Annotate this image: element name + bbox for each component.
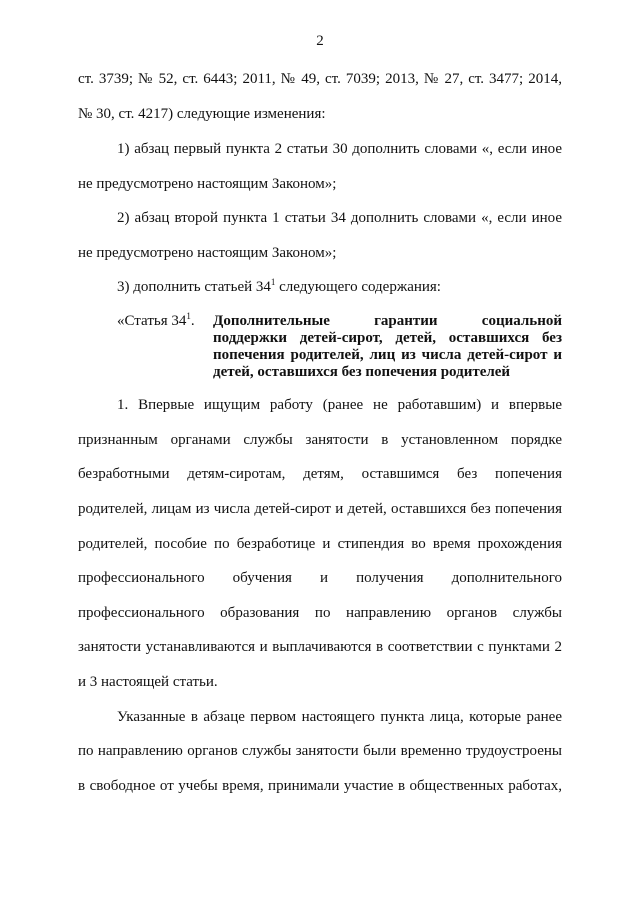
change-item-3-superscript: 1: [270, 277, 276, 287]
paragraph-1-line: 1. Впервые ищущим работу (ранее не работавшим) и впервые: [117, 397, 562, 413]
paragraph-1-line: профессионального образования по направлению органов службы: [78, 605, 562, 621]
intro-line-2: № 30, ст. 4217) следующие изменения:: [78, 106, 326, 122]
article-title-line: поддержки детей-сирот, детей, оставшихся без: [213, 330, 562, 346]
paragraph-1-line: родителей, лицам из числа детей-сирот и детей, оставшихся без попечения: [78, 501, 562, 517]
page-number: 2: [316, 33, 324, 49]
change-item-3-text: 3) дополнить статьей 34: [117, 279, 271, 295]
article-label-superscript: 1: [186, 311, 191, 321]
article-label-tail: .: [190, 313, 195, 329]
paragraph-2-line: в свободное от учебы время, принимали участие в общественных работах,: [78, 778, 562, 794]
paragraph-1-line: безработными детям-сиротам, детям, оставшимся без попечения: [78, 466, 562, 482]
paragraph-2-line: Указанные в абзаце первом настоящего пункта лица, которые ранее: [117, 709, 562, 725]
article-title-line: детей, оставшихся без попечения родителей: [213, 364, 511, 380]
change-item-3-tail: следующего содержания:: [275, 279, 441, 295]
change-item-3: [117, 278, 441, 296]
paragraph-1-line: признанным органами службы занятости в установленном порядке: [78, 432, 562, 448]
article-title: [213, 313, 562, 381]
paragraph-1-line: профессионального обучения и получения дополнительного: [78, 570, 562, 586]
article-title-line: Дополнительные гарантии социальной: [213, 313, 562, 329]
paragraph-1-line: родителей, пособие по безработице и стипендия во время прохождения: [78, 536, 562, 552]
paragraph-2-line: по направлению органов службы занятости были временно трудоустроены: [78, 743, 562, 759]
change-item-2-line-2: не предусмотрено настоящим Законом»;: [78, 245, 337, 261]
change-item-2-line-1: 2) абзац второй пункта 1 статьи 34 дополнить словами «, если иное: [117, 210, 562, 226]
paragraph-1-line: и 3 настоящей статьи.: [78, 674, 218, 690]
change-item-1-line-1: 1) абзац первый пункта 2 статьи 30 дополнить словами «, если иное: [117, 141, 562, 157]
change-item-1-line-2: не предусмотрено настоящим Законом»;: [78, 176, 337, 192]
paragraph-1-line: занятости устанавливаются и выплачиваются в соответствии с пунктами 2: [78, 639, 562, 655]
article-label: [117, 313, 195, 330]
intro-line-1: ст. 3739; № 52, ст. 6443; 2011, № 49, ст. 7039; 2013, № 27, ст. 3477; 2014,: [78, 71, 562, 87]
article-label-text: «Статья 34: [117, 313, 187, 329]
article-title-line: попечения родителей, лиц из числа детей-сирот и: [213, 347, 562, 363]
